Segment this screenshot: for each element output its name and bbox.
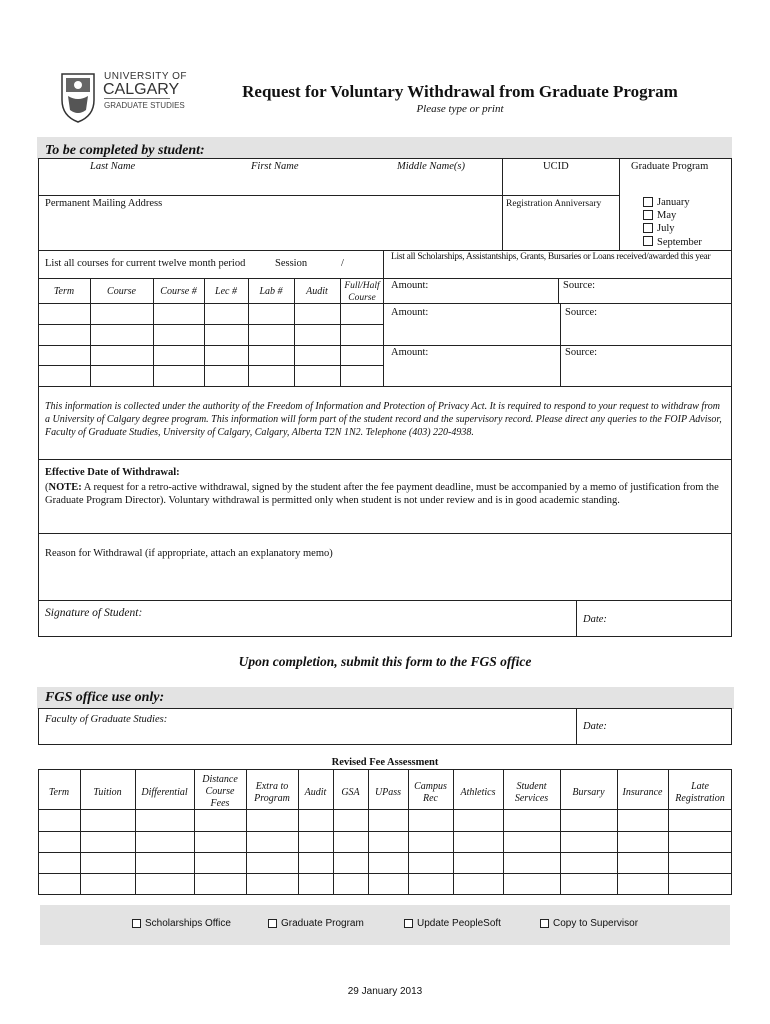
logo-line3: GRADUATE STUDIES: [104, 101, 185, 110]
checkbox-scholarships-office[interactable]: [132, 919, 141, 928]
fee-col-late-registration: Late Registration: [675, 781, 725, 804]
fee-col-upass: UPass: [374, 787, 402, 798]
checkbox-copy-to-supervisor[interactable]: [540, 919, 549, 928]
checkbox-update-peoplesoft[interactable]: [404, 919, 413, 928]
registration-anniversary-label: Registration Anniversary: [506, 199, 602, 209]
fee-col-tuition: Tuition: [93, 787, 122, 798]
submit-instruction: Upon completion, submit this form to the FGS office: [238, 654, 532, 669]
session-separator: /: [341, 258, 344, 269]
session-field[interactable]: [312, 255, 378, 271]
fee-col-term: Term: [48, 787, 70, 798]
last-name-field[interactable]: [40, 174, 240, 194]
effective-date-label: Effective Date of Withdrawal:: [45, 467, 180, 478]
checkbox-label-scholarships-office: Scholarships Office: [145, 918, 231, 929]
form-title: Request for Voluntary Withdrawal from Graduate Program: [242, 82, 678, 101]
course-col-audit: Audit: [306, 286, 328, 297]
fgs-date-field[interactable]: [612, 712, 730, 742]
graduate-program-label: Graduate Program: [631, 161, 709, 172]
middle-name-label: Middle Name(s): [397, 161, 465, 172]
source-field[interactable]: [605, 280, 730, 300]
fee-col-athletics: Athletics: [460, 787, 496, 798]
crest-icon: [56, 70, 100, 124]
checkbox-label-update-peoplesoft: Update PeopleSoft: [417, 918, 501, 929]
course-col-term: Term: [53, 286, 75, 297]
signature-label: Signature of Student:: [45, 607, 143, 619]
fee-col-bursary: Bursary: [572, 787, 605, 798]
fee-row[interactable]: [39, 832, 731, 851]
first-name-label: First Name: [251, 161, 299, 172]
faculty-field[interactable]: [40, 727, 574, 743]
course-col-course-num: Course #: [160, 286, 197, 297]
fgs-section-heading: FGS office use only:: [45, 690, 165, 705]
reason-field[interactable]: [40, 562, 730, 598]
mailing-address-label: Permanent Mailing Address: [45, 198, 163, 209]
student-section-heading: To be completed by student:: [45, 143, 205, 158]
fee-col-distance: Distance Course Fees: [202, 774, 238, 809]
fee-row[interactable]: [39, 853, 731, 872]
fee-row[interactable]: [39, 810, 731, 830]
date-field[interactable]: [612, 604, 730, 634]
course-row[interactable]: [39, 325, 382, 344]
courses-label: List all courses for current twelve month period: [45, 258, 246, 269]
course-col-lec: Lec #: [215, 286, 237, 297]
course-row[interactable]: [39, 346, 382, 364]
checkbox-label-graduate-program: Graduate Program: [281, 918, 364, 929]
ucid-field[interactable]: [504, 174, 617, 194]
source-label-2: Source:: [565, 307, 598, 318]
fee-col-differential: Differential: [141, 787, 188, 798]
date-label: Date:: [583, 614, 607, 625]
fee-table-title: Revised Fee Assessment: [331, 757, 439, 768]
effective-date-note: (NOTE: A request for a retro-active withdrawal, signed by the student after the fee payment deadline, must be accompanied by a memo of justification from the Graduate Program Director). Voluntary withdrawal is permitted only when student is not under review and is in good academic standing.: [45, 482, 719, 506]
month-label-january: January: [657, 197, 690, 208]
fee-col-campus-rec: Campus Rec: [414, 781, 447, 804]
month-checkbox-september[interactable]: [643, 236, 653, 246]
footer-date: 29 January 2013: [347, 986, 423, 997]
amount-label-2: Amount:: [391, 307, 429, 318]
fee-col-audit: Audit: [304, 787, 327, 798]
checkbox-graduate-program[interactable]: [268, 919, 277, 928]
faculty-label: Faculty of Graduate Studies:: [45, 714, 168, 725]
course-col-full-half: Full/Half Course: [344, 281, 380, 303]
logo-line2: CALGARY: [103, 81, 180, 98]
fee-col-extra: Extra to Program: [254, 781, 290, 804]
mailing-address-field[interactable]: [40, 212, 500, 248]
month-checkbox-january[interactable]: [643, 197, 653, 207]
amount-field[interactable]: [430, 280, 555, 300]
month-checkbox-may[interactable]: [643, 210, 653, 220]
last-name-label: Last Name: [90, 161, 136, 172]
checkbox-label-copy-to-supervisor: Copy to Supervisor: [553, 918, 639, 929]
ucid-label: UCID: [543, 161, 569, 172]
signature-field[interactable]: [40, 620, 574, 635]
month-checkbox-july[interactable]: [643, 223, 653, 233]
logo-line1: UNIVERSITY OF: [104, 71, 187, 82]
privacy-notice: This information is collected under the authority of the Freedom of Information and Protection of Privacy Act. It is required to respond to your request to withdraw from a University of Calgary degree program. This information will form part of the student record and the supervisory record. Please direct any queries to the FOIP Advisor, Faculty of Graduate Studies, University of Calgary, Calgary, Alberta T2N 1N2. Telephone (403) 220-4938.: [45, 401, 722, 438]
fee-col-gsa: GSA: [341, 787, 360, 798]
source-label-3: Source:: [565, 347, 598, 358]
reason-label: Reason for Withdrawal (if appropriate, attach an explanatory memo): [45, 548, 333, 559]
fee-row[interactable]: [39, 874, 731, 894]
session-label: Session: [275, 258, 308, 269]
scholarships-label: List all Scholarships, Assistantships, Grants, Bursaries or Loans received/awarded this year: [391, 252, 711, 262]
month-label-september: September: [657, 237, 702, 248]
course-row[interactable]: [39, 366, 382, 385]
source-label-1: Source:: [563, 280, 596, 291]
first-name-field[interactable]: [242, 174, 382, 194]
middle-name-field[interactable]: [384, 174, 500, 194]
course-col-lab: Lab #: [259, 286, 283, 297]
course-col-course: Course: [107, 286, 136, 297]
month-label-may: May: [657, 210, 677, 221]
amount-label-1: Amount:: [391, 280, 429, 291]
fee-col-student-services: Student Services: [514, 781, 549, 804]
amount-label-3: Amount:: [391, 347, 429, 358]
course-row[interactable]: [39, 304, 382, 323]
month-label-july: July: [657, 223, 675, 234]
form-subtitle: Please type or print: [416, 103, 504, 115]
fgs-date-label: Date:: [583, 721, 607, 732]
fee-col-insurance: Insurance: [622, 787, 663, 798]
